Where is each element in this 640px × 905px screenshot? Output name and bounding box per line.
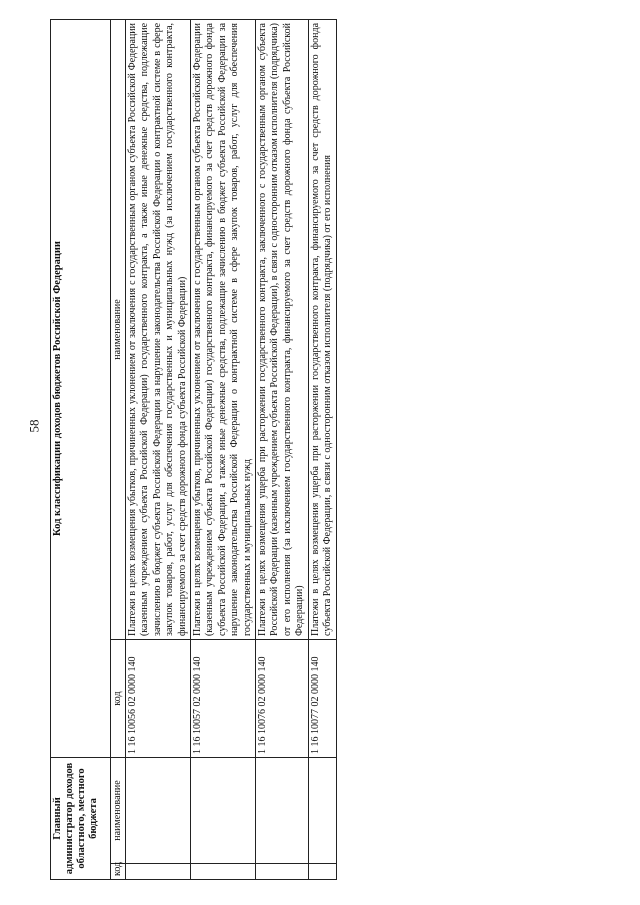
classification-table: [50, 19, 337, 880]
admin-code-col-header: код: [111, 864, 126, 880]
table-row: [126, 19, 191, 879]
income-name-cell: Платежи в целях возмещения ущерба при расторжении государственного контракта, финансируемого за счет средств дорожного фонда субъекта Российской Федерации, в связи с односторонним отказом исполнителя (подрядчика) от его исполнения: [308, 19, 336, 639]
income-code-cell: 1 16 10077 02 0000 140: [308, 639, 336, 757]
admin-name-cell: [256, 757, 309, 863]
income-name-cell: Платежи в целях возмещения убытков, причиненных уклонением от заключения с государственным органом субъекта Российской Федерации (казенным учреждением субъекта Российской Федерации) государственного контракта, финансируемого за счет средств дорожного фонда субъекта Российской Федерации, а также иные денежные средства, подлежащие зачислению в бюджет субъекта Российской Федерации за нарушение законодательства Российской Федерации о контрактной системе в сфере закупок товаров, работ, услуг для обеспечения государственных и муниципальных нужд: [191, 19, 256, 639]
code-col-header: код: [111, 639, 126, 757]
admin-name-cell: [126, 757, 191, 863]
admin-name-cell: [308, 757, 336, 863]
admin-code-cell: [191, 864, 256, 880]
income-code-cell: 1 16 10057 02 0000 140: [191, 639, 256, 757]
income-code-cell: 1 16 10076 02 0000 140: [256, 639, 309, 757]
income-code-cell: 1 16 10056 02 0000 140: [126, 639, 191, 757]
admin-code-cell: [256, 864, 309, 880]
classification-header: Код классификации доходов бюджетов Российской Федерации: [51, 19, 111, 757]
rotated-table-sheet: [50, 20, 622, 880]
page-number: 58: [26, 419, 42, 433]
name-col-header: наименование: [111, 19, 126, 639]
income-name-cell: Платежи в целях возмещения убытков, причиненных уклонением от заключения с государственным органом субъекта Российской Федерации (казенным учреждением субъекта Российской Федерации) государственного контракта, а также иные денежные средства, подлежащие зачислению в бюджет субъекта Российской Федерации за нарушение законодательства Российской Федерации о контрактной системе в сфере закупок товаров, работ, услуг для обеспечения государственных и муниципальных нужд (за исключением государственного контракта, финансируемого за счет средств дорожного фонда субъекта Российской Федерации): [126, 19, 191, 639]
admin-header: Главный администратор доходов областного, местного бюджета: [51, 757, 111, 879]
table-row: [191, 19, 256, 879]
admin-name-col-header: наименование: [111, 757, 126, 863]
income-name-cell: Платежи в целях возмещения ущерба при расторжении государственного контракта, заключенного с государственным органом субъекта Российской Федерации (казенным учреждением субъекта Российской Федерации), в связи с односторонним отказом исполнителя (подрядчика) от его исполнения (за исключением государственного контракта, финансируемого за счет средств дорожного фонда субъекта Российской Федерации): [256, 19, 309, 639]
admin-name-cell: [191, 757, 256, 863]
admin-code-cell: [308, 864, 336, 880]
table-row: [256, 19, 309, 879]
admin-code-cell: [126, 864, 191, 880]
table-row: [308, 19, 336, 879]
